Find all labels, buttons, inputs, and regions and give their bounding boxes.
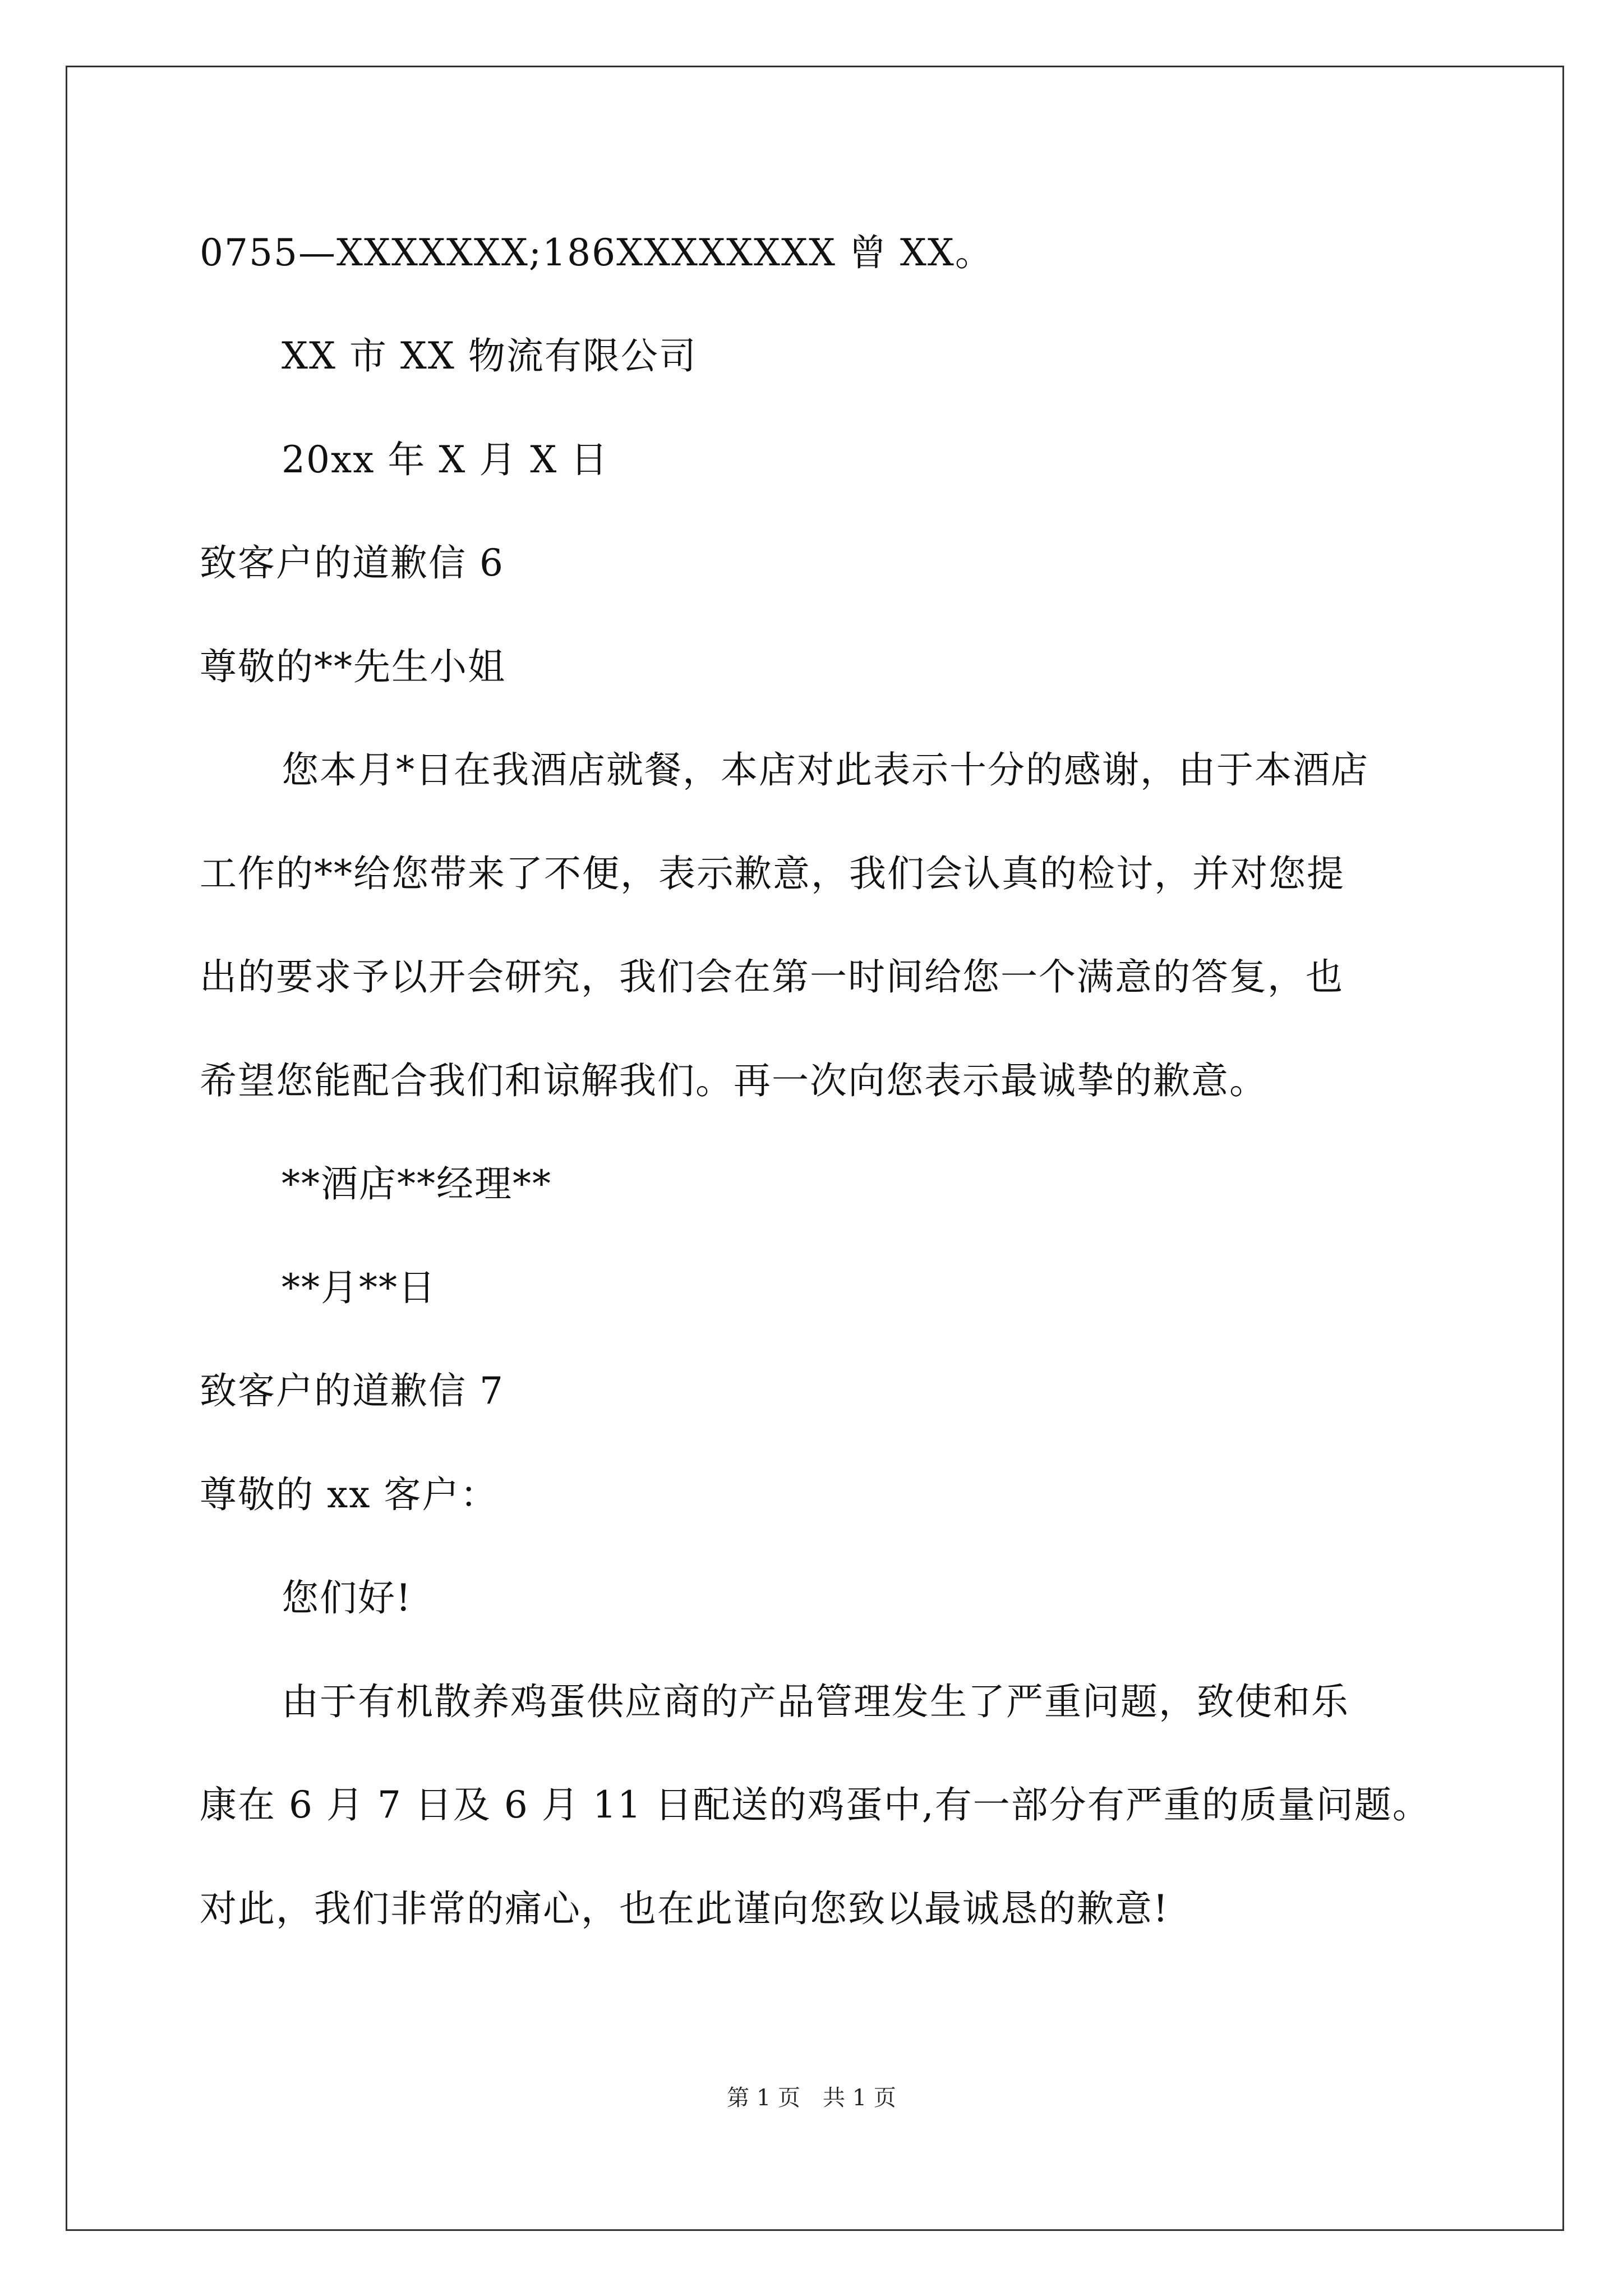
paragraph-line: 出的要求予以开会研究，我们会在第一时间给您一个满意的答复，也 — [200, 955, 1344, 999]
signature-date: **月**日 — [282, 1266, 436, 1309]
salutation-6: 尊敬的**先生小姐 — [200, 645, 506, 688]
paragraph-line: 对此，我们非常的痛心，也在此谨向您致以最诚恳的歉意! — [200, 1887, 1169, 1930]
paragraph-line: 由于有机散养鸡蛋供应商的产品管理发生了严重问题，致使和乐 — [282, 1680, 1349, 1723]
letter-date: 20xx 年 X 月 X 日 — [282, 438, 609, 481]
paragraph-line: 工作的**给您带来了不便，表示歉意，我们会认真的检讨，并对您提 — [200, 852, 1345, 895]
signature-sender: **酒店**经理** — [282, 1162, 552, 1205]
paragraph-line: 您本月*日在我酒店就餐，本店对此表示十分的感谢，由于本酒店 — [282, 748, 1369, 792]
letter-heading-7: 致客户的道歉信 7 — [200, 1369, 504, 1412]
company-name: XX 市 XX 物流有限公司 — [282, 334, 697, 378]
page-footer: 第 1 页 共 1 页 — [727, 2085, 896, 2111]
paragraph-line: 希望您能配合我们和谅解我们。再一次向您表示最诚挚的歉意。 — [200, 1059, 1267, 1102]
paragraph-line: 康在 6 月 7 日及 6 月 11 日配送的鸡蛋中,有一部分有严重的质量问题。 — [200, 1783, 1431, 1826]
salutation-7: 尊敬的 xx 客户： — [200, 1473, 499, 1516]
letter-heading-6: 致客户的道歉信 6 — [200, 541, 504, 585]
contact-line: 0755—XXXXXXX;186XXXXXXXX 曾 XX。 — [200, 231, 993, 274]
greeting: 您们好! — [282, 1576, 412, 1619]
